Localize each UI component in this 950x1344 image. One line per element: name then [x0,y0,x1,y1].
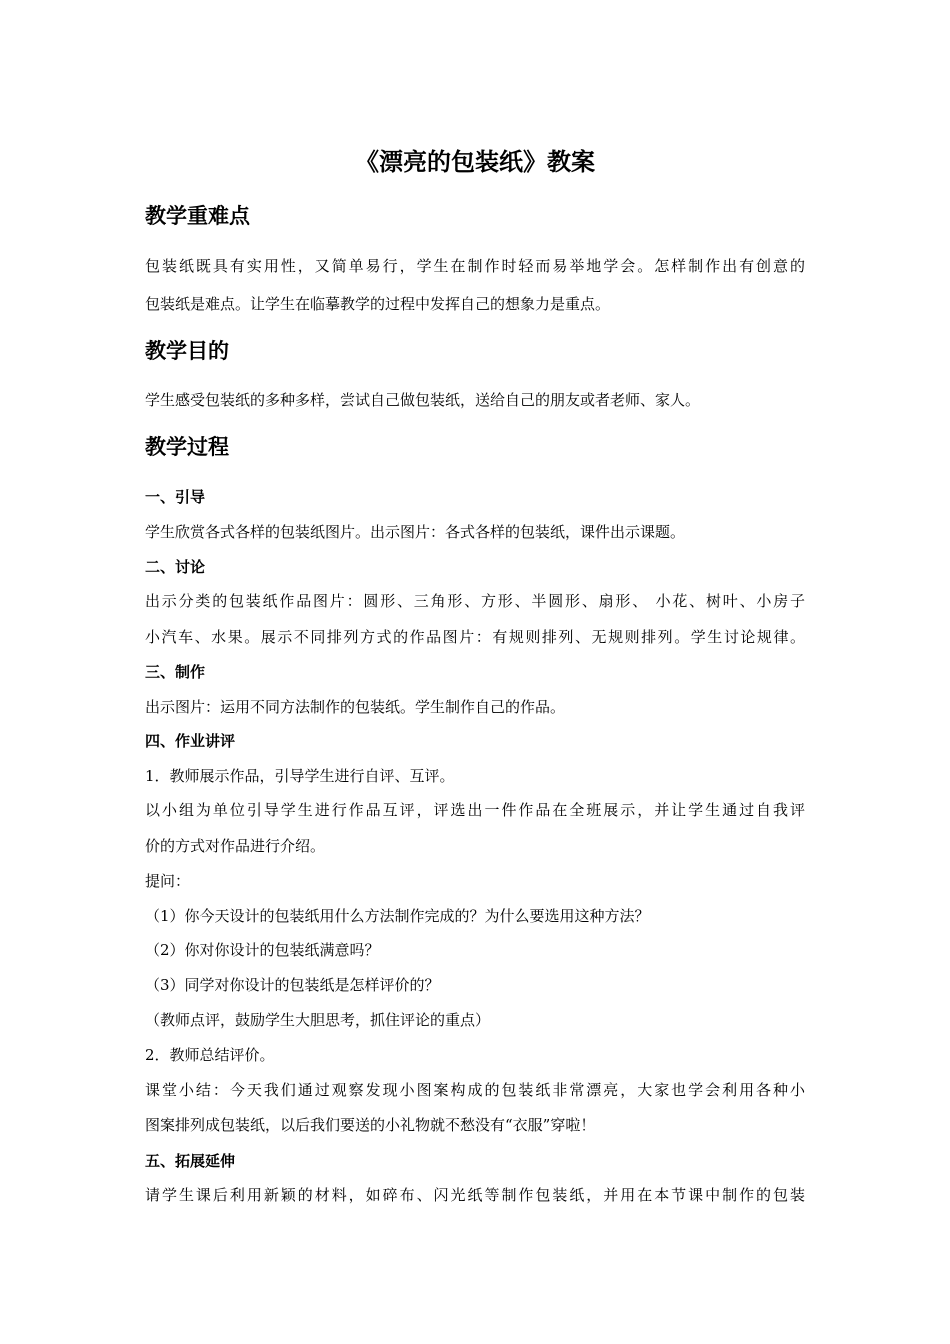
heading-process: 教学过程 [145,435,229,459]
summary-line-2: 图案排列成包装纸，以后我们要送的小礼物就不愁没有“衣服”穿啦！ [145,1116,596,1134]
heading-difficulty: 教学重难点 [145,204,250,228]
review-item-2: 2．教师总结评价。 [145,1046,275,1064]
review-question-2: （2）你对你设计的包装纸满意吗？ [145,941,380,959]
summary-line-1: 课堂小结：今天我们通过观察发现小图案构成的包装纸非常漂亮，大家也学会利用各种小 [145,1081,805,1099]
document-title: 《漂亮的包装纸》教案 [355,148,595,176]
extension-text: 请学生课后利用新颖的材料，如碎布、闪光纸等制作包装纸，并用在本节课中制作的包装 [145,1186,805,1204]
subheading-extension: 五、拓展延伸 [145,1152,236,1170]
discussion-line-2: 小汽车、水果。展示不同排列方式的作品图片：有规则排列、无规则排列。学生讨论规律。 [145,628,805,646]
heading-purpose: 教学目的 [145,339,229,363]
review-item-1: 1．教师展示作品，引导学生进行自评、互评。 [145,767,455,785]
purpose-text: 学生感受包装纸的多种多样，尝试自己做包装纸，送给自己的朋友或者老师、家人。 [145,391,701,409]
review-question-1: （1）你今天设计的包装纸用什么方法制作完成的？为什么要选用这种方法？ [145,907,650,925]
review-ask: 提问： [145,872,191,890]
subheading-discussion: 二、讨论 [145,558,206,576]
subheading-guide: 一、引导 [145,488,206,506]
subheading-review: 四、作业讲评 [145,732,236,750]
difficulty-line-2: 包装纸是难点。让学生在临摹教学的过程中发挥自己的想象力是重点。 [145,295,611,313]
review-para-line-1: 以小组为单位引导学生进行作品互评，评选出一件作品在全班展示，并让学生通过自我评 [145,801,805,819]
review-note: （教师点评，鼓励学生大胆思考，抓住评论的重点） [145,1011,491,1029]
difficulty-line-1: 包装纸既具有实用性，又简单易行，学生在制作时轻而易举地学会。怎样制作出有创意的 [145,257,805,275]
review-para-line-2: 价的方式对作品进行介绍。 [145,837,326,855]
making-text: 出示图片：运用不同方法制作的包装纸。学生制作自己的作品。 [145,698,566,716]
discussion-line-1: 出示分类的包装纸作品图片：圆形、三角形、方形、半圆形、扇形、 小花、树叶、小房子 [145,592,805,610]
review-question-3: （3）同学对你设计的包装纸是怎样评价的？ [145,976,440,994]
subheading-making: 三、制作 [145,663,206,681]
guide-text: 学生欣赏各式各样的包装纸图片。出示图片：各式各样的包装纸，课件出示课题。 [145,523,686,541]
